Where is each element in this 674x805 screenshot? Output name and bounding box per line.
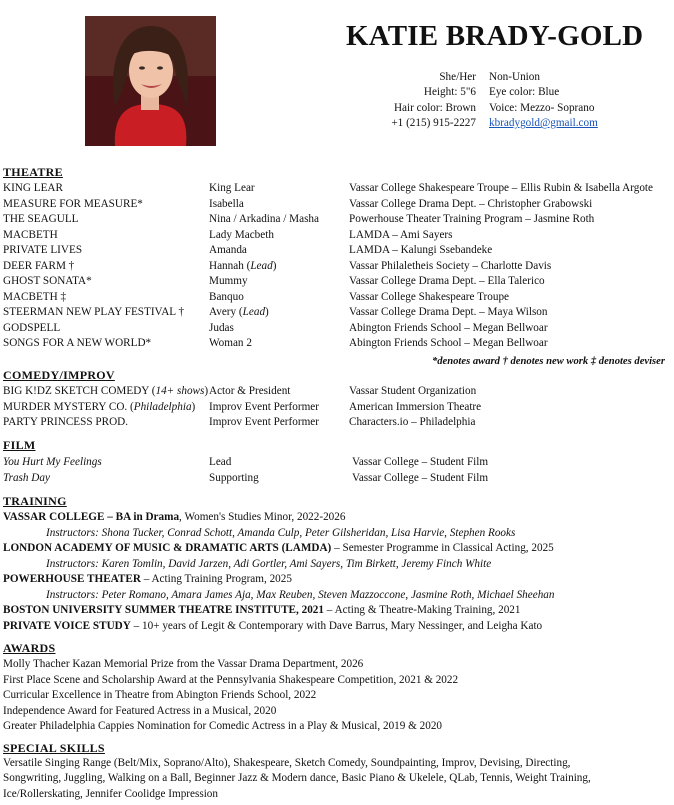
instructors-line: Instructors: Shona Tucker, Conrad Schott, Amanda Culp, Peter Gilsheridan, Lisa Harvie, Stephen Rooks: [46, 526, 516, 539]
show-title: SONGS FOR A NEW WORLD*: [3, 337, 152, 349]
comedy-row: [3, 415, 671, 430]
role: Isabella: [209, 197, 244, 210]
company: LAMDA – Kalungi Ssebandeke: [349, 244, 493, 256]
program-detail: – Semester Programme in Classical Acting, 2025: [331, 542, 554, 554]
training-voice: [3, 619, 542, 634]
role: Improv Event Performer: [209, 400, 319, 413]
role: [209, 305, 269, 320]
film-title: Trash Day: [3, 471, 50, 484]
school-name: PRIVATE VOICE STUDY: [3, 619, 131, 632]
company: Vassar College Drama Dept. – Christopher Grabowski: [349, 197, 593, 210]
training-heading: TRAINING: [3, 494, 67, 508]
role: Improv Event Performer: [209, 416, 319, 428]
theatre-row: [3, 290, 671, 305]
training-powerhouse: [3, 572, 292, 587]
paren-close: ): [191, 400, 196, 413]
award-item: Curricular Excellence in Theatre from Abington Friends School, 2022: [3, 689, 317, 701]
pronouns: She/Her: [439, 71, 476, 83]
skills-text: Versatile Singing Range (Belt/Mix, Soprano/Alto), Shakespeare, Sketch Comedy, Soundpainting, Improv, Devising, Directing, Songwriting, Juggling, Walking on a Ball, Beginner Jazz & Modern dance, Basic Piano & Ukelele, QLab, Tennis, Weight Training, Ice/Rollerskating, Jennifer Coolidge Impression: [3, 757, 591, 800]
program-detail: – Acting & Theatre-Making Training, 2021: [324, 604, 521, 616]
theatre-row: [3, 243, 671, 258]
role: Actor & President: [209, 385, 291, 397]
lead-marker: Lead: [250, 259, 273, 272]
company: Vassar College Shakespeare Troupe – Ellis Rubin & Isabella Argote: [349, 182, 653, 194]
film-title: You Hurt My Feelings: [3, 456, 102, 468]
school-name: POWERHOUSE THEATER: [3, 573, 141, 585]
role: King Lear: [209, 182, 255, 194]
show-title: DEER FARM †: [3, 259, 75, 272]
show-title: MACBETH ‡: [3, 290, 67, 303]
theatre-row: [3, 197, 671, 212]
theatre-row: [3, 274, 671, 289]
program-detail: – 10+ years of Legit & Contemporary with Dave Barrus, Mary Nessinger, and Leigha Kato: [130, 619, 543, 632]
theatre-row: [3, 212, 671, 227]
skills-heading: SPECIAL SKILLS: [3, 741, 105, 755]
school-name: VASSAR COLLEGE – BA in Drama: [3, 511, 180, 523]
role: Lady Macbeth: [209, 228, 274, 241]
email-link[interactable]: kbradygold@gmail.com: [489, 117, 598, 130]
training-lamda: [3, 541, 554, 556]
eye-color: Eye color: Blue: [489, 86, 560, 99]
program-detail: , Women's Studies Minor, 2022-2026: [179, 511, 346, 523]
theatre-row: [3, 259, 671, 274]
voice-type: Voice: Mezzo- Soprano: [489, 101, 595, 114]
info-left-column: [0, 70, 476, 132]
award-item: Greater Philadelphia Cappies Nomination for Comedic Actress in a Play & Musical, 2019 & 2020: [3, 720, 443, 732]
show-title: KING LEAR: [3, 182, 63, 194]
comedy-row: [3, 384, 671, 399]
hair-color: Hair color: Brown: [393, 101, 476, 114]
company: Vassar College Shakespeare Troupe: [349, 290, 510, 303]
role: Supporting: [209, 471, 259, 484]
role: Mummy: [209, 275, 248, 287]
company: Powerhouse Theater Training Program – Jasmine Roth: [349, 213, 595, 225]
theatre-row: [3, 305, 671, 320]
comedy-heading: COMEDY/IMPROV: [3, 368, 115, 382]
award-item: First Place Scene and Scholarship Award at the Pennsylvania Shakespeare Competition, 2021 & 2022: [3, 673, 459, 686]
show-title: STEERMAN NEW PLAY FESTIVAL †: [3, 306, 185, 318]
company: Abington Friends School – Megan Bellwoar: [349, 321, 548, 334]
show-title: GODSPELL: [3, 321, 61, 334]
training-vassar: [3, 510, 345, 525]
company: Vassar College – Student Film: [352, 456, 489, 468]
show-title: GHOST SONATA*: [3, 275, 92, 287]
company: Vassar College Drama Dept. – Ella Talerico: [349, 275, 545, 287]
theatre-heading: THEATRE: [3, 165, 63, 179]
company: Vassar Philaletheis Society – Charlotte Davis: [349, 259, 552, 272]
role: [209, 259, 276, 274]
group-title: [3, 384, 208, 399]
company: Vassar Student Organization: [349, 385, 477, 397]
theatre-row: [3, 321, 671, 336]
role: Judas: [209, 321, 234, 334]
company: LAMDA – Ami Sayers: [349, 228, 453, 241]
title-text: MURDER MYSTERY CO. (: [3, 400, 134, 413]
show-title: MEASURE FOR MEASURE*: [3, 197, 143, 210]
theatre-row: [3, 336, 671, 351]
performer-name: KATIE BRADY-GOLD: [346, 20, 644, 52]
paren-close: ): [265, 306, 269, 318]
role: Lead: [209, 456, 232, 468]
show-title: PRIVATE LIVES: [3, 244, 83, 256]
theatre-row: [3, 228, 671, 243]
paren-close: ): [272, 259, 277, 272]
role: Banquo: [209, 290, 244, 303]
union-status: Non-Union: [489, 71, 540, 83]
school-name: LONDON ACADEMY OF MUSIC & DRAMATIC ARTS (LAMDA): [3, 542, 332, 554]
instructors-line: Instructors: Peter Romano, Amara James Aja, Max Reuben, Steven Mazzoccone, Jasmine Roth, Michael Sheehan: [46, 588, 555, 601]
group-title: PARTY PRINCESS PROD.: [3, 416, 129, 428]
company: Characters.io – Philadelphia: [349, 416, 476, 428]
height: Height: 5"6: [423, 86, 476, 99]
title-note: Philadelphia: [133, 400, 192, 413]
award-item: Independence Award for Featured Actress in a Musical, 2020: [3, 704, 277, 717]
show-title: THE SEAGULL: [3, 213, 79, 225]
group-title: [3, 400, 195, 415]
info-right-column: [489, 70, 598, 132]
company: Abington Friends School – Megan Bellwoar: [349, 337, 548, 349]
title-note: 14+ shows: [155, 385, 205, 397]
role-name: Avery (: [209, 306, 243, 318]
lead-marker: Lead: [242, 306, 266, 318]
award-item: Molly Thacher Kazan Memorial Prize from the Vassar Drama Department, 2026: [3, 658, 364, 670]
role: Nina / Arkadina / Masha: [209, 213, 319, 225]
awards-heading: AWARDS: [3, 641, 56, 655]
film-row: [3, 455, 671, 470]
film-row: [3, 471, 671, 486]
training-bu: [3, 603, 521, 618]
film-heading: FILM: [3, 438, 36, 452]
theatre-row: [3, 181, 671, 196]
show-title: MACBETH: [3, 228, 58, 241]
instructors-line: Instructors: Karen Tomlin, David Jarzen, Adi Gortler, Ami Sayers, Tim Birkett, Jeremy Finch White: [46, 557, 492, 570]
company: Vassar College Drama Dept. – Maya Wilson: [349, 306, 548, 318]
company: American Immersion Theatre: [349, 400, 482, 413]
comedy-row: [3, 400, 671, 415]
paren-close: ): [204, 385, 209, 397]
school-name: BOSTON UNIVERSITY SUMMER THEATRE INSTITUTE, 2021: [3, 604, 324, 616]
role: Amanda: [209, 244, 247, 256]
phone: +1 (215) 915-2227: [391, 117, 476, 130]
company: Vassar College – Student Film: [352, 471, 489, 484]
symbol-legend: *denotes award † denotes new work ‡ denotes deviser: [431, 356, 665, 367]
program-detail: – Acting Training Program, 2025: [140, 573, 292, 585]
role-name: Hannah (: [209, 259, 251, 272]
role: Woman 2: [209, 337, 252, 349]
title-text: BIG K!DZ SKETCH COMEDY (: [3, 385, 156, 397]
